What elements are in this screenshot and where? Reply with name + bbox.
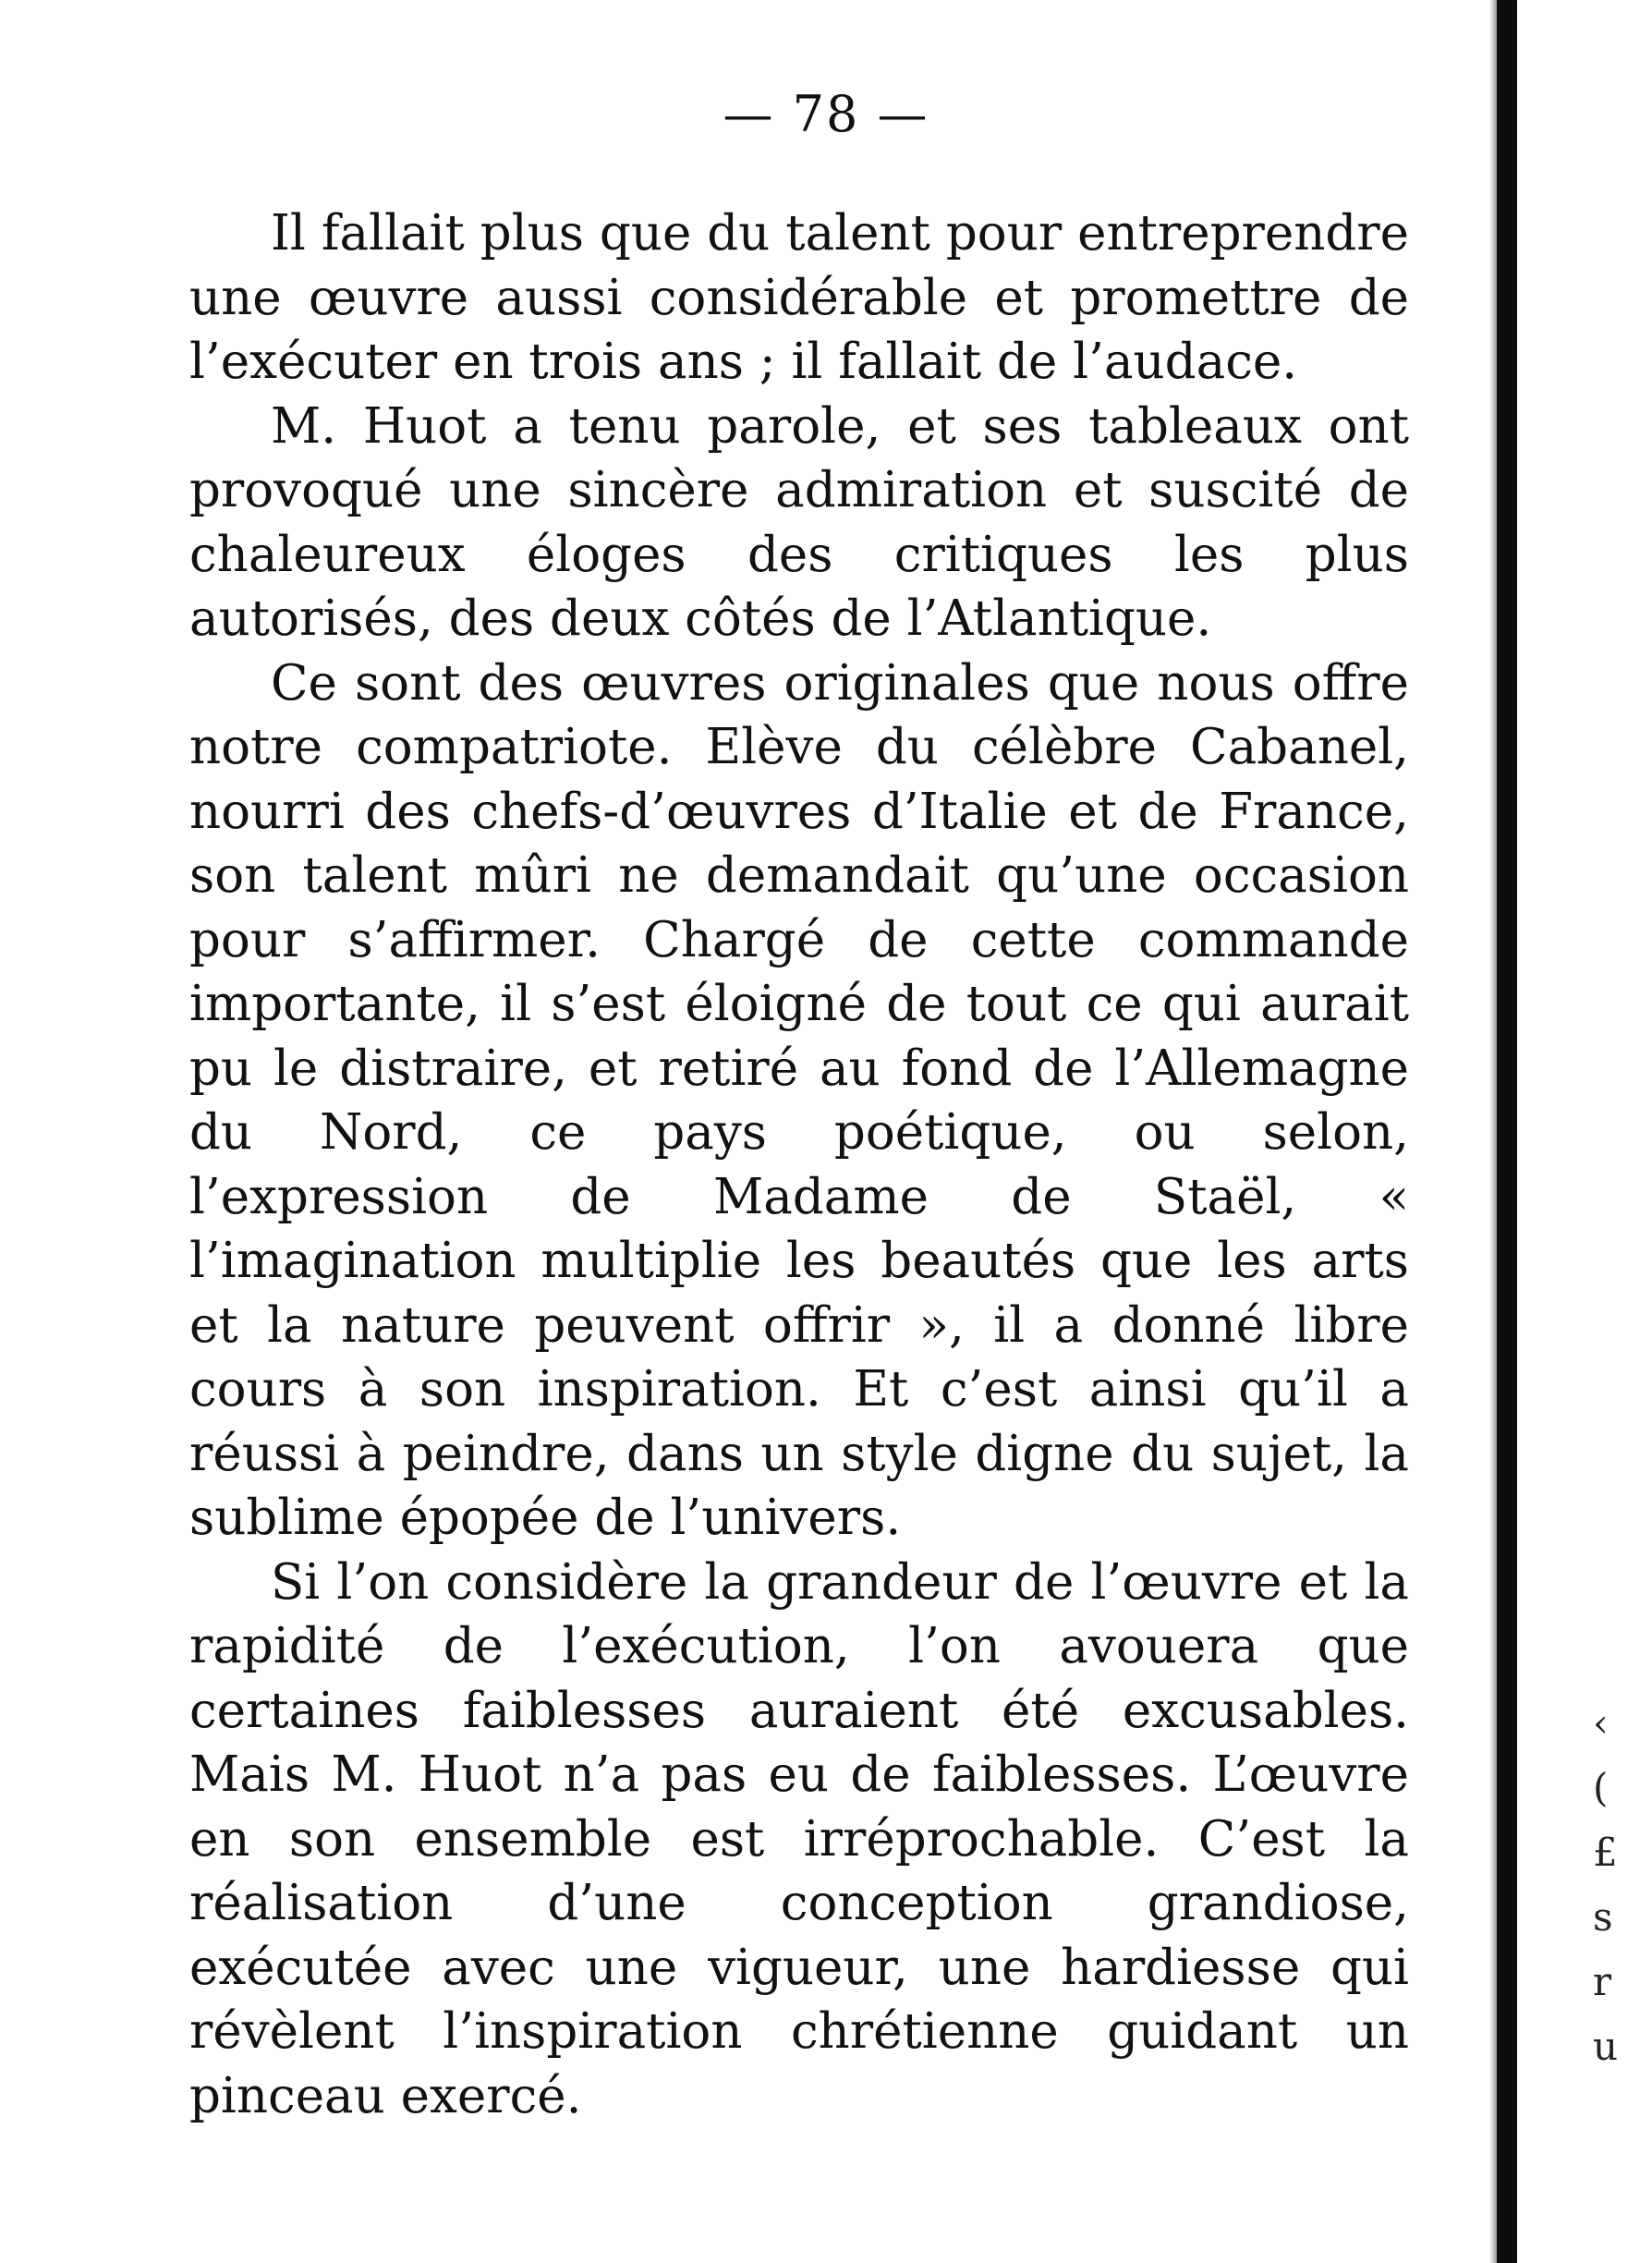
binding-edge [1497,0,1517,2263]
fragment-letter: r [1593,1959,1612,2004]
page-number: — 78 — [723,85,929,143]
fragment-letter: ( [1593,1765,1609,1810]
fragment-letter: s [1593,1894,1613,1940]
fragment-letter: u [1593,2024,1619,2069]
paragraph-3: Ce sont des œuvres originales que nous offre notre compatriote. Elève du célèbre Cabanel, nourri des chefs-d’œuvres d’Italie et de France, son talent mûri ne demandait qu’une occasion pour s’affirmer. Chargé de cette commande importante, il s’est éloigné de tout ce qui aurait pu le distraire, et retiré au fond de l’Allemagne du Nord, ce pays poétique, ou selon, l’expression de Madame de Staël, « l’imagination multiplie les beautés que les arts et la nature peuvent offrir », il a donné libre cours à son inspiration. Et c’est ainsi qu’il a réussi à peindre, dans un style digne du sujet, la sublime épopée de l’univers. [189,654,1409,1546]
binding-shadow [1489,0,1497,2263]
adjacent-page-fragments [1593,1691,1648,2079]
paragraph-4: Si l’on considère la grandeur de l’œuvre et la rapidité de l’exécution, l’on avouera que certaines faiblesses auraient été excusables. Mais M. Huot n’a pas eu de faiblesses. L’œuvre en son ensemble est irréprochable. C’est la réalisation d’une conception grandiose, exécutée avec une vigueur, une hardiesse qui révèlent l’inspiration chrétienne guidant un pinceau exercé. [189,1553,1409,2124]
fragment-letter: ‹ [1593,1700,1609,1746]
paragraph-1: Il fallait plus que du talent pour entreprendre une œuvre aussi considérable et promettre de l’exécuter en trois ans ; il fallait de l’audace. [189,205,1409,390]
body-text [189,201,1409,2128]
paragraph-2: M. Huot a tenu parole, et ses tableaux ont provoqué une sincère admiration et suscité de chaleureux éloges des critiques les plus autorisés, des deux côtés de l’Atlantique. [189,397,1409,647]
fragment-letter: £ [1593,1830,1618,1875]
